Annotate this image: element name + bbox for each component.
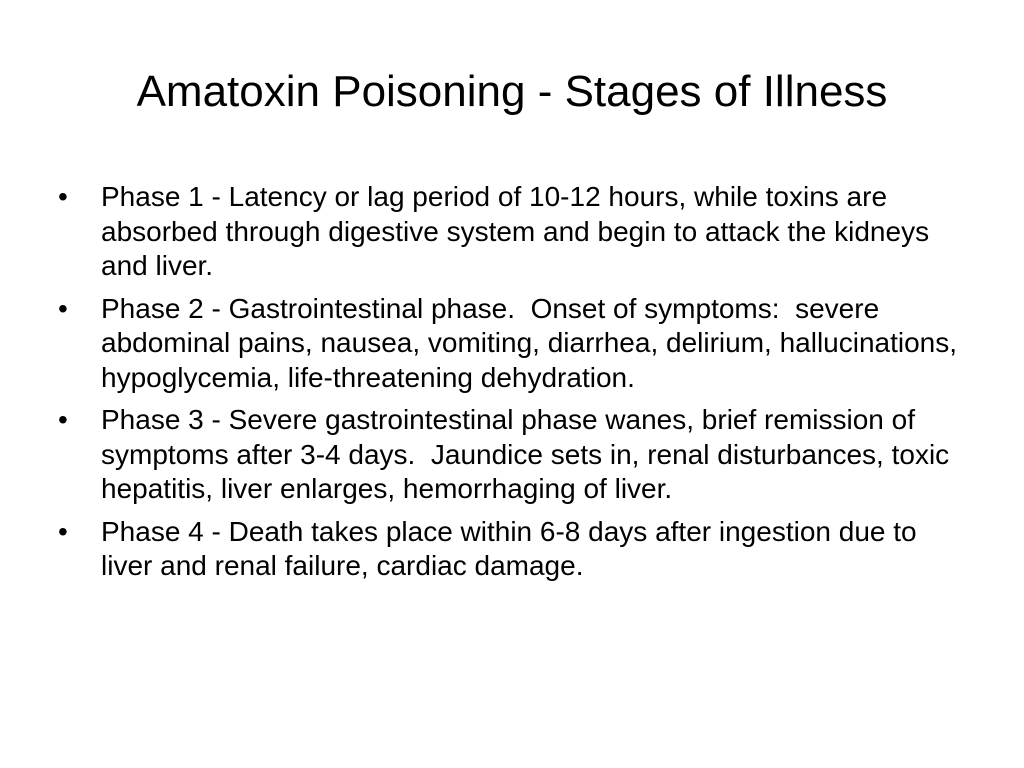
bullet-list bbox=[58, 180, 965, 592]
bullet-point-icon: • bbox=[58, 404, 68, 435]
bullet-text: Phase 1 - Latency or lag period of 10-12 hours, while toxins are absorbed through digestive system and begin to attack the kidneys and liver. bbox=[101, 181, 937, 281]
bullet-item-phase-4 bbox=[58, 515, 958, 584]
bullet-item-phase-3 bbox=[58, 403, 958, 507]
bullet-text: Phase 4 - Death takes place within 6-8 days after ingestion due to liver and renal failure, cardiac damage. bbox=[101, 515, 925, 581]
bullet-item-phase-2 bbox=[58, 292, 965, 396]
bullet-text: Phase 2 - Gastrointestinal phase. Onset of symptoms: severe abdominal pains, nausea, vomiting, diarrhea, delirium, hallucinations, hypoglycemia, life-threatening dehydration. bbox=[101, 292, 965, 393]
slide-title: Amatoxin Poisoning - Stages of Illness bbox=[136, 67, 888, 116]
bullet-point-icon: • bbox=[58, 181, 68, 212]
bullet-text: Phase 3 - Severe gastrointestinal phase wanes, brief remission of symptoms after 3-4 days. Jaundice sets in, renal disturbances, toxic hepatitis, liver enlarges, hemorrhaging of liver. bbox=[101, 404, 957, 504]
bullet-point-icon: • bbox=[58, 515, 68, 547]
bullet-point-icon: • bbox=[58, 292, 68, 324]
bullet-item-phase-1 bbox=[58, 180, 958, 284]
